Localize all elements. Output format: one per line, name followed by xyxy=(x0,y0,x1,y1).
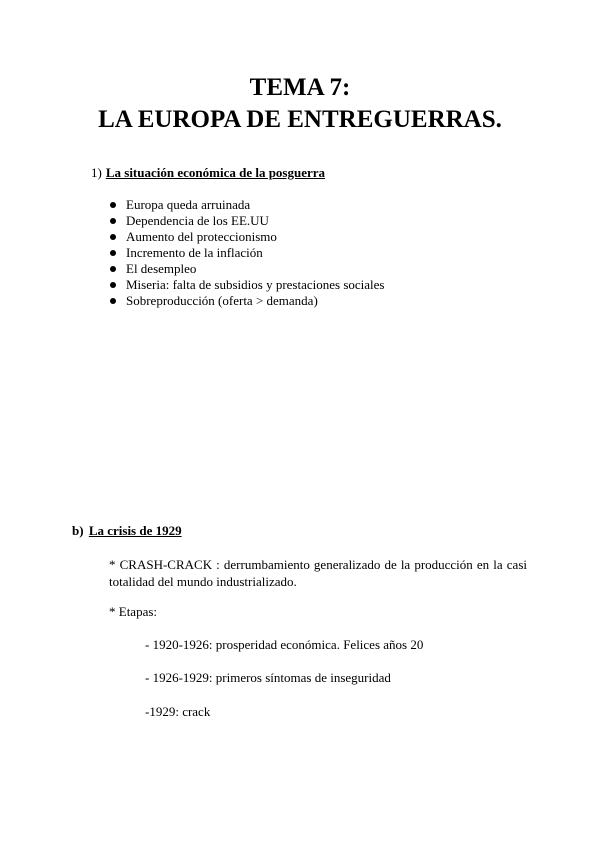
section-1-number: 1) xyxy=(91,165,102,180)
bullet-icon xyxy=(110,234,116,240)
list-item-text: El desempleo xyxy=(126,261,197,276)
stage-item: - 1920-1926: prosperidad económica. Felices años 20 xyxy=(145,637,424,652)
stages-label: * Etapas: xyxy=(109,604,158,619)
section-1-heading xyxy=(91,164,325,182)
section-1-title: La situación económica de la posguerra xyxy=(105,165,326,180)
stage-item: -1929: crack xyxy=(145,704,211,719)
bullet-icon xyxy=(110,282,116,288)
stage-item: - 1926-1929: primeros síntomas de inseguridad xyxy=(145,670,391,685)
list-item-text: Dependencia de los EE.UU xyxy=(126,213,269,228)
list-item xyxy=(108,197,385,213)
section-2-number: b) xyxy=(72,523,84,538)
list-item xyxy=(108,245,385,261)
list-item xyxy=(108,261,385,277)
section-2-heading xyxy=(72,522,182,540)
crash-definition-paragraph: * CRASH-CRACK : derrumbamiento generalizado de la producción en la casi totalidad del mundo industrializado. xyxy=(109,557,527,589)
page-title-line-1: TEMA 7: xyxy=(249,74,351,101)
list-item-text: Europa queda arruinada xyxy=(126,197,251,212)
page-title-line-2: LA EUROPA DE ENTREGUERRAS. xyxy=(98,106,502,133)
bullet-icon xyxy=(110,202,116,208)
list-item-text: Miseria: falta de subsidios y prestaciones sociales xyxy=(126,277,385,292)
bullet-icon xyxy=(110,298,116,304)
bullet-icon xyxy=(110,218,116,224)
list-item xyxy=(108,293,385,309)
section-2-title: La crisis de 1929 xyxy=(88,523,182,538)
list-item xyxy=(108,229,385,245)
list-item-text: Sobreproducción (oferta > demanda) xyxy=(126,293,318,308)
list-item-text: Aumento del proteccionismo xyxy=(126,229,277,244)
list-item-text: Incremento de la inflación xyxy=(126,245,263,260)
list-item xyxy=(108,277,385,293)
list-item xyxy=(108,213,385,229)
bullet-icon xyxy=(110,250,116,256)
section-1-bullet-list xyxy=(108,197,385,309)
bullet-icon xyxy=(110,266,116,272)
